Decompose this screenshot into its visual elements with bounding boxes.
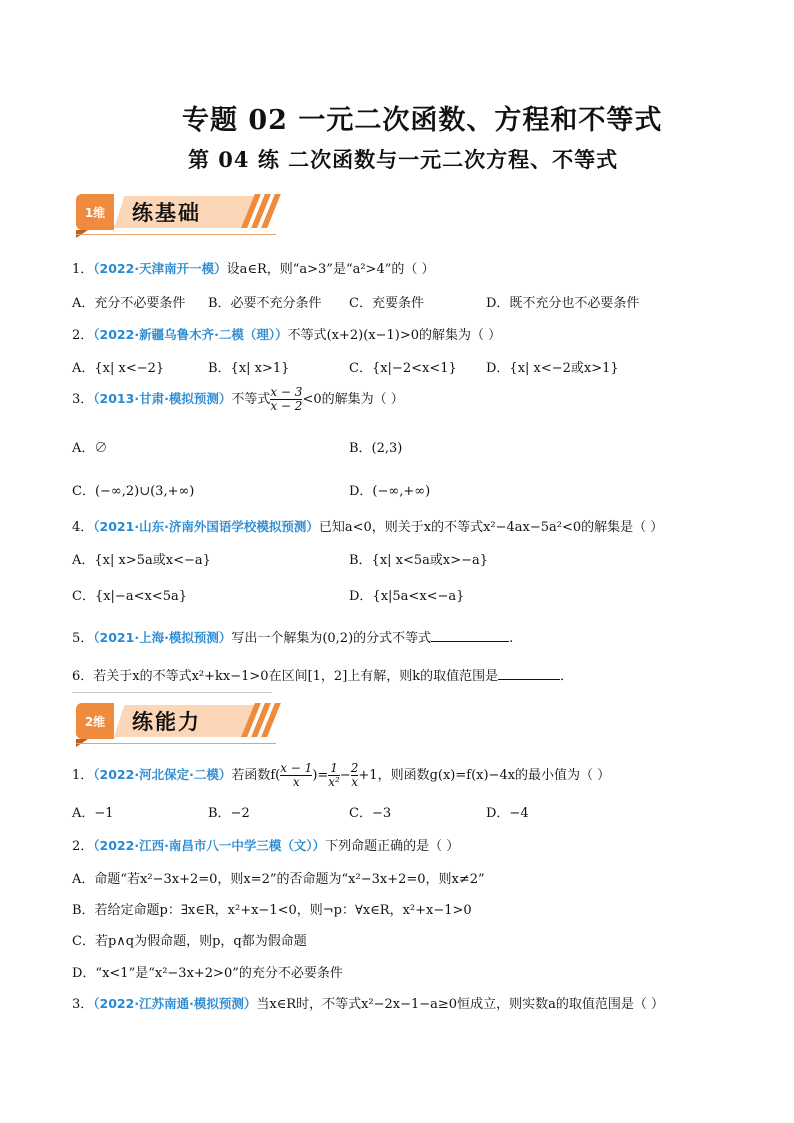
question-source: （2022·河北保定·二模） (93, 767, 232, 782)
page-subtitle: 第 04 练 二次函数与一元二次方程、不等式 (188, 147, 619, 172)
fraction: $\frac{x - 3}{x - 2}$ (270, 385, 303, 413)
section-label: 练基础 (132, 201, 201, 225)
option-a: A．{x| x>5a或x<−a} (72, 553, 211, 568)
section-label: 练能力 (132, 710, 201, 734)
question-3: 3．（2013·甘肃·模拟预测）不等式 $\frac{x - 3}{x - 2}$ <0的解集为（ ） (72, 385, 404, 413)
option-a: A．∅ (72, 441, 108, 456)
fraction: $\frac{2}{x}$ (350, 761, 359, 789)
option-b: B．{x| x<5a或x>−a} (349, 553, 489, 568)
question-source: （2021·上海·模拟预测） (93, 630, 232, 645)
option-a: A．充分不必要条件 (72, 296, 186, 311)
option-d: D．{x|5a<x<−a} (349, 589, 465, 604)
option-a: A．−1 (72, 806, 114, 821)
option-c: C．−3 (349, 806, 392, 821)
divider (72, 692, 272, 693)
question-source: （2021·山东·济南外国语学校模拟预测） (93, 519, 319, 534)
option-d: D．−4 (486, 806, 529, 821)
question-source: （2022·江苏南通·模拟预测） (93, 996, 257, 1011)
option-d: D．{x| x<−2或x>1} (486, 361, 619, 376)
option-b: B．−2 (208, 806, 250, 821)
question-5: 5．（2021·上海·模拟预测）写出一个解集为(0,2)的分式不等式 . (72, 630, 514, 646)
question-source: （2022·江西·南昌市八一中学三模（文）） (93, 838, 326, 853)
option-c: C．若p∧q为假命题，则p，q都为假命题 (72, 934, 307, 949)
question-1: 1．（2022·河北保定·二模）若函数f( $\frac{x - 1}{x}$ )= $\frac{1}{\text{x²}}$ − $\frac{2}{x}$ +1，则函数g(x)=f(x)−4x的最小值为（ ） (72, 761, 611, 789)
option-b: B．{x| x>1} (208, 361, 290, 376)
question-source: （2022·天津南开一模） (93, 261, 227, 276)
fraction: $\frac{1}{\text{x²}}$ (328, 761, 340, 789)
option-d: D．(−∞,+∞) (349, 484, 431, 499)
question-6: 6．若关于x的不等式x²+kx−1>0在区间[1，2]上有解，则k的取值范围是 ． (72, 669, 574, 684)
section-tag: 1维 (76, 194, 114, 230)
page-title: 专题 02 一元二次函数、方程和不等式 (182, 105, 663, 136)
option-d: D．既不充分也不必要条件 (486, 296, 640, 311)
question-2: 2．（2022·新疆乌鲁木齐·二模（理））不等式(x+2)(x−1)>0的解集为（ ） (72, 327, 502, 343)
option-c: C．{x|−a<x<5a} (72, 589, 187, 604)
option-b: B．(2,3) (349, 441, 403, 456)
section-tag: 2维 (76, 703, 114, 739)
option-c: C．充要条件 (349, 296, 424, 311)
question-2: 2．（2022·江西·南昌市八一中学三模（文））下列命题正确的是（ ） (72, 838, 460, 854)
question-3: 3．（2022·江苏南通·模拟预测）当x∈R时，不等式x²−2x−1−a≥0恒成立，则实数a的取值范围是（ ） (72, 996, 664, 1012)
option-a: A．命题“若x²−3x+2=0，则x=2”的否命题为“x²−3x+2=0，则x≠2” (72, 872, 485, 887)
option-c: C．(−∞,2)∪(3,+∞) (72, 484, 195, 499)
question-1: 1．（2022·天津南开一模）设a∈R，则“a>3”是“a²>4”的（ ） (72, 261, 435, 277)
option-d: D．“x<1”是“x²−3x+2>0”的充分不必要条件 (72, 966, 343, 981)
option-a: A．{x| x<−2} (72, 361, 165, 376)
question-source: （2022·新疆乌鲁木齐·二模（理）） (93, 327, 288, 342)
option-c: C．{x|−2<x<1} (349, 361, 457, 376)
section-banner-ability (76, 703, 276, 745)
question-4: 4．（2021·山东·济南外国语学校模拟预测）已知a<0，则关于x的不等式x²−4ax−5a²<0的解集是（ ） (72, 519, 664, 535)
option-b: B．必要不充分条件 (208, 296, 322, 311)
answer-blank[interactable] (498, 667, 560, 680)
section-banner-basic (76, 194, 276, 236)
fraction: $\frac{x - 1}{x}$ (280, 761, 313, 789)
question-source: （2013·甘肃·模拟预测） (93, 391, 232, 406)
answer-blank[interactable] (431, 629, 509, 642)
option-b: B．若给定命题p：∃x∈R，x²+x−1<0，则¬p：∀x∈R，x²+x−1>0 (72, 903, 472, 918)
